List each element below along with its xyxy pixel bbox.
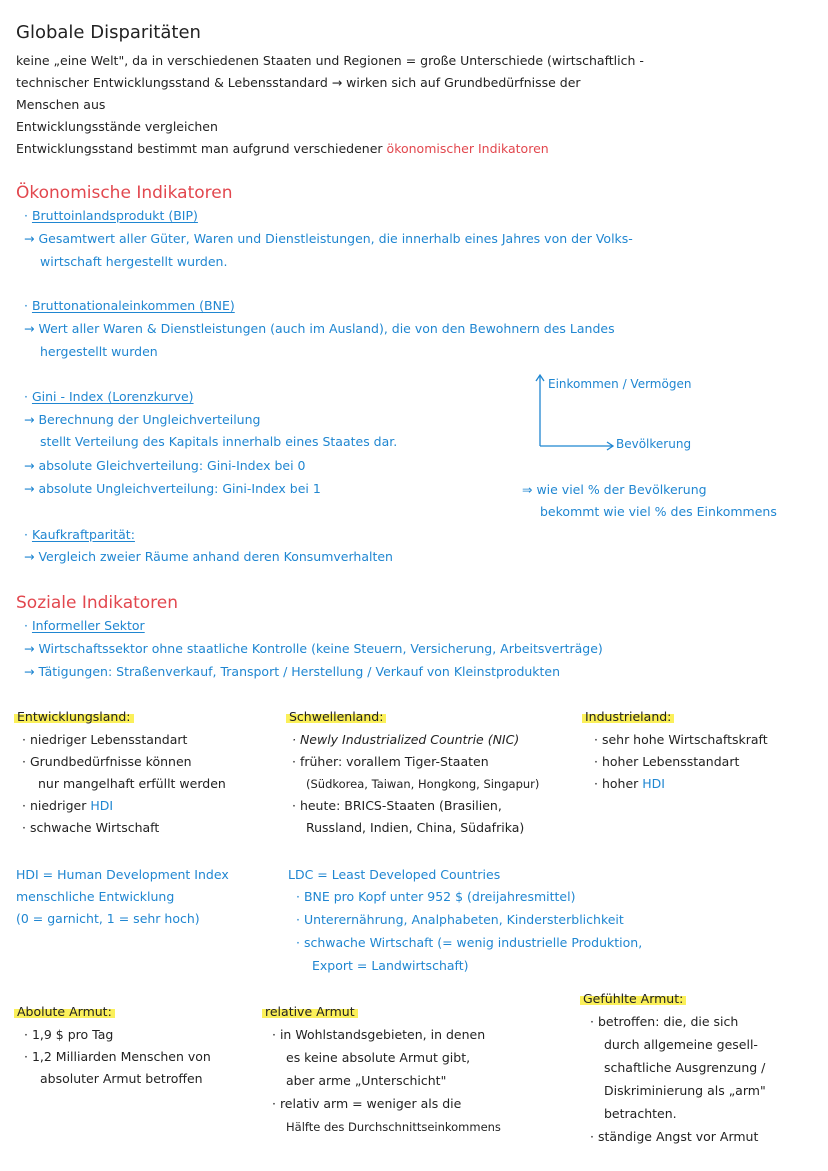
relativ-line-1: · in Wohlstandsgebieten, in denen [272,1027,486,1042]
gini-line-4: → absolute Ungleichverteilung: Gini-Index bei 1 [24,481,321,496]
absolut-heading-text: Abolute Armut: [14,1004,115,1019]
informell-label-text: Informeller Sektor [31,618,145,633]
hdi-line-1: HDI = Human Development Index [16,867,229,882]
gefuehlt-line-4: Diskriminierung als „arm" [604,1083,766,1098]
intro-line-3: Menschen aus [16,97,106,112]
relativ-line-5: Hälfte des Durchschnittseinkommens [286,1120,501,1134]
absolut-line-1: · 1,9 $ pro Tag [24,1027,114,1042]
industrieland-line-3 [594,776,665,792]
hdi-line-2: menschliche Entwicklung [16,889,175,904]
kkp-line: → Vergleich zweier Räume anhand deren Konsumverhalten [24,549,393,564]
bip-label-text: Bruttoinlandsprodukt (BIP) [31,208,198,223]
bne-line-2: hergestellt wurden [40,344,158,359]
gini-line-1: → Berechnung der Ungleichverteilung [24,412,261,427]
intro-line-5 [16,141,549,157]
informell-line-1: → Wirtschaftssektor ohne staatliche Kontrolle (keine Steuern, Versicherung, Arbeitsverträge) [24,641,603,656]
industrieland-line-1: · sehr hohe Wirtschaftskraft [594,732,768,747]
lorenz-note-line-1: ⇒ wie viel % der Bevölkerung [522,482,707,497]
entwicklungsland-heading [14,709,134,724]
schwellenland-line-5: Russland, Indien, China, Südafrika) [306,820,525,835]
intro-line-5-prefix: Entwicklungsstand bestimmt man aufgrund verschiedener [16,141,383,156]
gefuehlt-line-2: durch allgemeine gesell- [604,1037,758,1052]
kkp-label: · Kaufkraftparität: [24,527,135,542]
gefuehlt-heading-text: Gefühlte Armut: [580,991,686,1006]
industrieland-line-2: · hoher Lebensstandart [594,754,740,769]
bip-label: · Bruttoinlandsprodukt (BIP) [24,208,198,223]
industrieland-line-3-text: · hoher [594,776,639,791]
lorenz-y-label: Einkommen / Vermögen [548,377,692,391]
relativ-line-2: es keine absolute Armut gibt, [286,1050,471,1065]
gefuehlt-line-3: schaftliche Ausgrenzung / [604,1060,766,1075]
relativ-line-3: aber arme „Unterschicht" [286,1073,447,1088]
schwellenland-line-4: · heute: BRICS-Staaten (Brasilien, [292,798,502,813]
informell-line-2: → Tätigungen: Straßenverkauf, Transport / Herstellung / Verkauf von Kleinstprodukten [24,664,561,679]
industrieland-heading-text: Industrieland: [582,709,674,724]
heading-oekonomisch: Ökonomische Indikatoren [16,183,233,203]
schwellenland-line-3: (Südkorea, Taiwan, Hongkong, Singapur) [306,777,540,791]
gefuehlt-heading [580,991,686,1006]
entwicklungsland-line-3: nur mangelhaft erfüllt werden [38,776,226,791]
entwicklungsland-line-4 [22,798,113,814]
ldc-line-3: · Unterernährung, Analphabeten, Kindersterblichkeit [296,912,624,927]
ldc-line-2: · BNE pro Kopf unter 952 $ (dreijahresmittel) [296,889,576,904]
bne-label: · Bruttonationaleinkommen (BNE) [24,298,235,313]
entwicklungsland-heading-text: Entwicklungsland: [14,709,134,724]
schwellenland-line-1: · Newly Industrialized Countrie (NIC) [292,732,520,747]
bne-line-1: → Wert aller Waren & Dienstleistungen (auch im Ausland), die von den Bewohnern des Landes [24,321,615,336]
schwellenland-line-2: · früher: vorallem Tiger-Staaten [292,754,489,769]
entwicklungsland-line-1: · niedriger Lebensstandart [22,732,188,747]
schwellenland-heading-text: Schwellenland: [286,709,386,724]
gini-line-2: stellt Verteilung des Kapitals innerhalb eines Staates dar. [40,434,398,449]
industrieland-heading [582,709,674,724]
lorenz-note-line-2: bekommt wie viel % des Einkommens [540,504,777,519]
intro-line-1: keine „eine Welt", da in verschiedenen Staaten und Regionen = große Unterschiede (wirtschaftlich - [16,53,644,68]
schwellenland-heading [286,709,386,724]
absolut-line-3: absoluter Armut betroffen [40,1071,203,1086]
gini-label-text: Gini - Index (Lorenzkurve) [31,389,194,404]
ldc-line-5: Export = Landwirtschaft) [312,958,469,973]
gini-line-3: → absolute Gleichverteilung: Gini-Index bei 0 [24,458,306,473]
bip-line-1: → Gesamtwert aller Güter, Waren und Dienstleistungen, die innerhalb eines Jahres von der Volks- [24,231,633,246]
ldc-line-4: · schwache Wirtschaft (= wenig industrielle Produktion, [296,935,643,950]
gefuehlt-line-5: betrachten. [604,1106,677,1121]
bip-line-2: wirtschaft hergestellt wurden. [40,254,228,269]
relativ-heading [262,1004,358,1019]
page-title: Globale Disparitäten [16,22,201,43]
gefuehlt-line-6: · ständige Angst vor Armut [590,1129,759,1144]
entwicklungsland-line-4-text: · niedriger [22,798,87,813]
relativ-line-4: · relativ arm = weniger als die [272,1096,462,1111]
entwicklungsland-line-5: · schwache Wirtschaft [22,820,160,835]
heading-sozial: Soziale Indikatoren [16,593,179,613]
gefuehlt-line-1: · betroffen: die, die sich [590,1014,739,1029]
informell-label: · Informeller Sektor [24,618,145,633]
bne-label-text: Bruttonationaleinkommen (BNE) [31,298,235,313]
intro-line-2: technischer Entwicklungsstand & Lebensstandard → wirken sich auf Grundbedürfnisse der [16,75,581,90]
gini-label: · Gini - Index (Lorenzkurve) [24,389,194,404]
intro-highlight: ökonomischer Indikatoren [386,141,549,156]
absolut-heading [14,1004,115,1019]
entwicklungsland-hdi: HDI [90,798,114,813]
hdi-line-3: (0 = garnicht, 1 = sehr hoch) [16,911,200,926]
kkp-label-text: Kaufkraftparität: [31,527,135,542]
industrieland-hdi: HDI [642,776,665,791]
relativ-heading-text: relative Armut [262,1004,358,1019]
ldc-line-1: LDC = Least Developed Countries [288,867,501,882]
lorenz-x-label: Bevölkerung [616,437,692,451]
intro-line-4: Entwicklungsstände vergleichen [16,119,218,134]
entwicklungsland-line-2: · Grundbedürfnisse können [22,754,192,769]
absolut-line-2: · 1,2 Milliarden Menschen von [24,1049,211,1064]
